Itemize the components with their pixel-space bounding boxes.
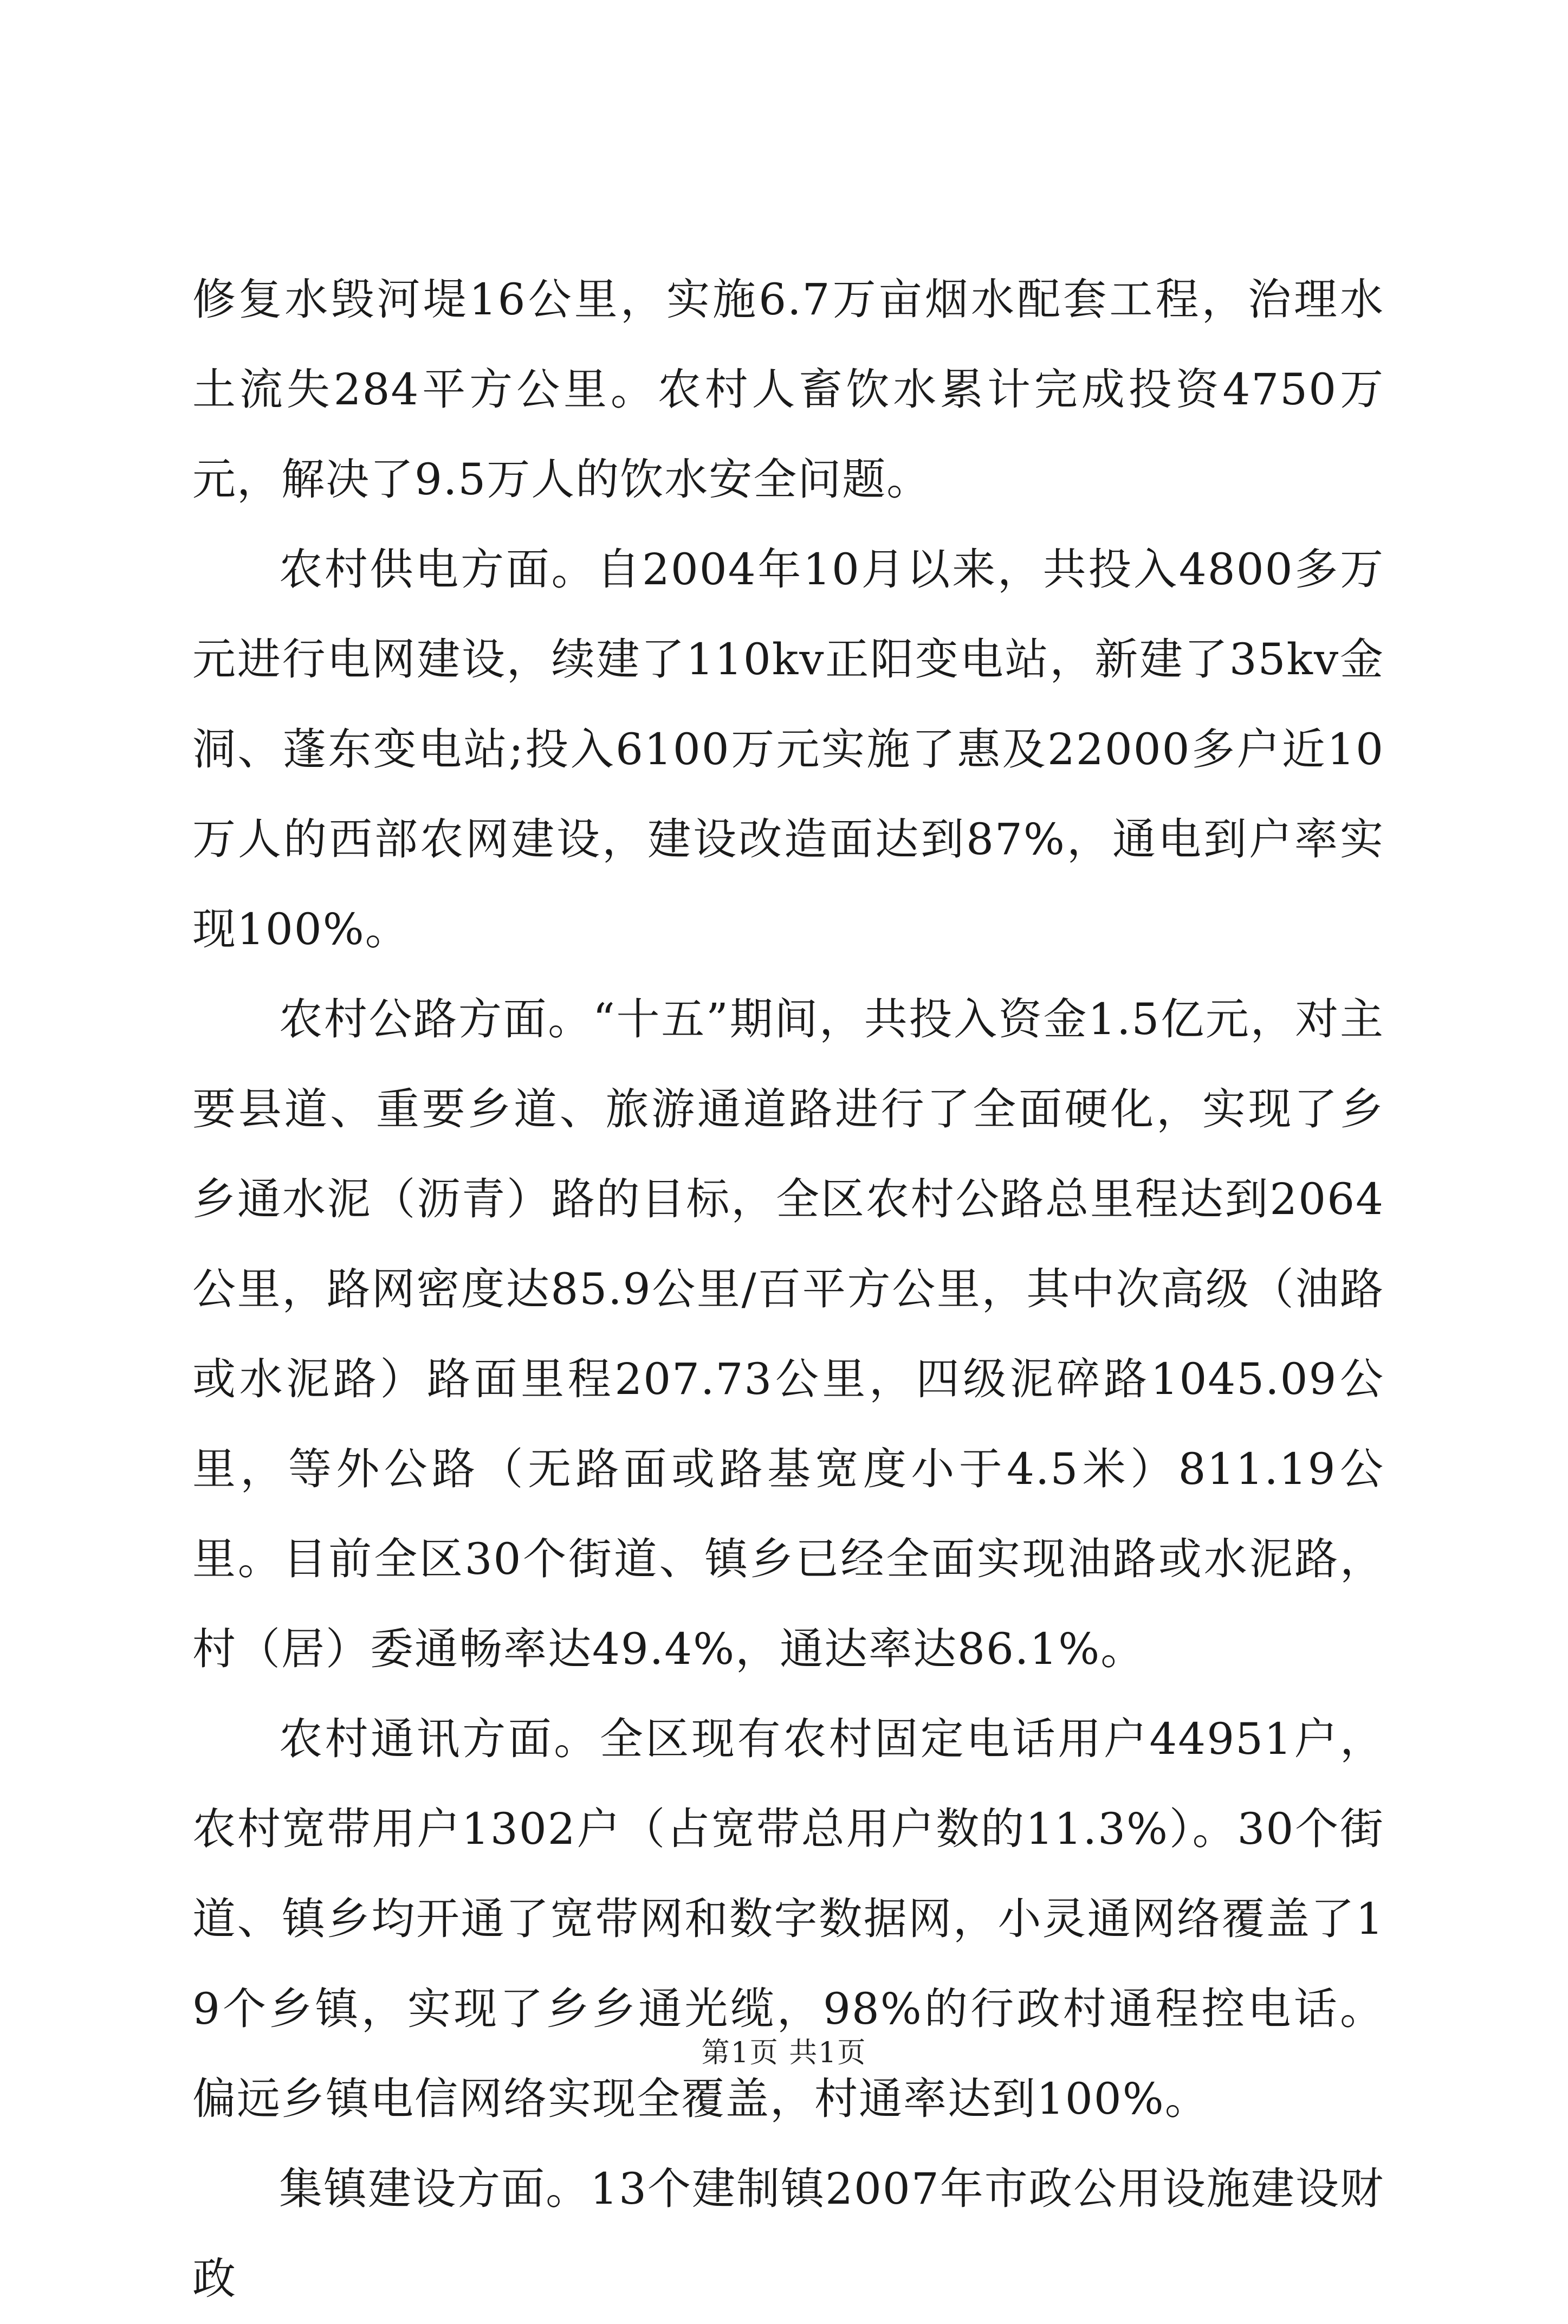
paragraph-towns: 集镇建设方面。13个建制镇2007年市政公用设施建设财政 (192, 2164, 1384, 2304)
page-footer: 第1页 共1页 (701, 2037, 867, 2069)
paragraph-roads: 农村公路方面。“十五”期间，共投入资金1.5亿元，对主要县道、重要乡道、旅游通道路进行了全面硬化，实现了乡乡通水泥（沥青）路的目标，全区农村公路总里程达到2064公里，路网密度达85.9公里/百平方公里，其中次高级（油路或水泥路）路面里程207.73公里，四级泥碎路1045.09公里，等外公路（无路面或路基宽度小于4.5米）811.19公里。目前全区30个街道、镇乡已经全面实现油路或水泥路，村（居）委通畅率达49.4%，通达率达86.1%。 (192, 994, 1384, 1674)
paragraph-power: 农村供电方面。自2004年10月以来，共投入4800多万元进行电网建设，续建了110kv正阳变电站，新建了35kv金洞、蓬东变电站;投入6100万元实施了惠及22000多户近10万人的西部农网建设，建设改造面达到87%，通电到户率实现100%。 (192, 544, 1384, 954)
paragraph-water: 修复水毁河堤16公里，实施6.7万亩烟水配套工程，治理水土流失284平方公里。农村人畜饮水累计完成投资4750万元，解决了9.5万人的饮水安全问题。 (192, 274, 1384, 505)
body-text (192, 255, 1384, 2324)
paragraph-telecom: 农村通讯方面。全区现有农村固定电话用户44951户，农村宽带用户1302户（占宽带总用户数的11.3%）。30个街道、镇乡均开通了宽带网和数字数据网，小灵通网络覆盖了19个乡镇，实现了乡乡通光缆，98%的行政村通程控电话。偏远乡镇电信网络实现全覆盖，村通率达到100%。 (192, 1714, 1384, 2124)
